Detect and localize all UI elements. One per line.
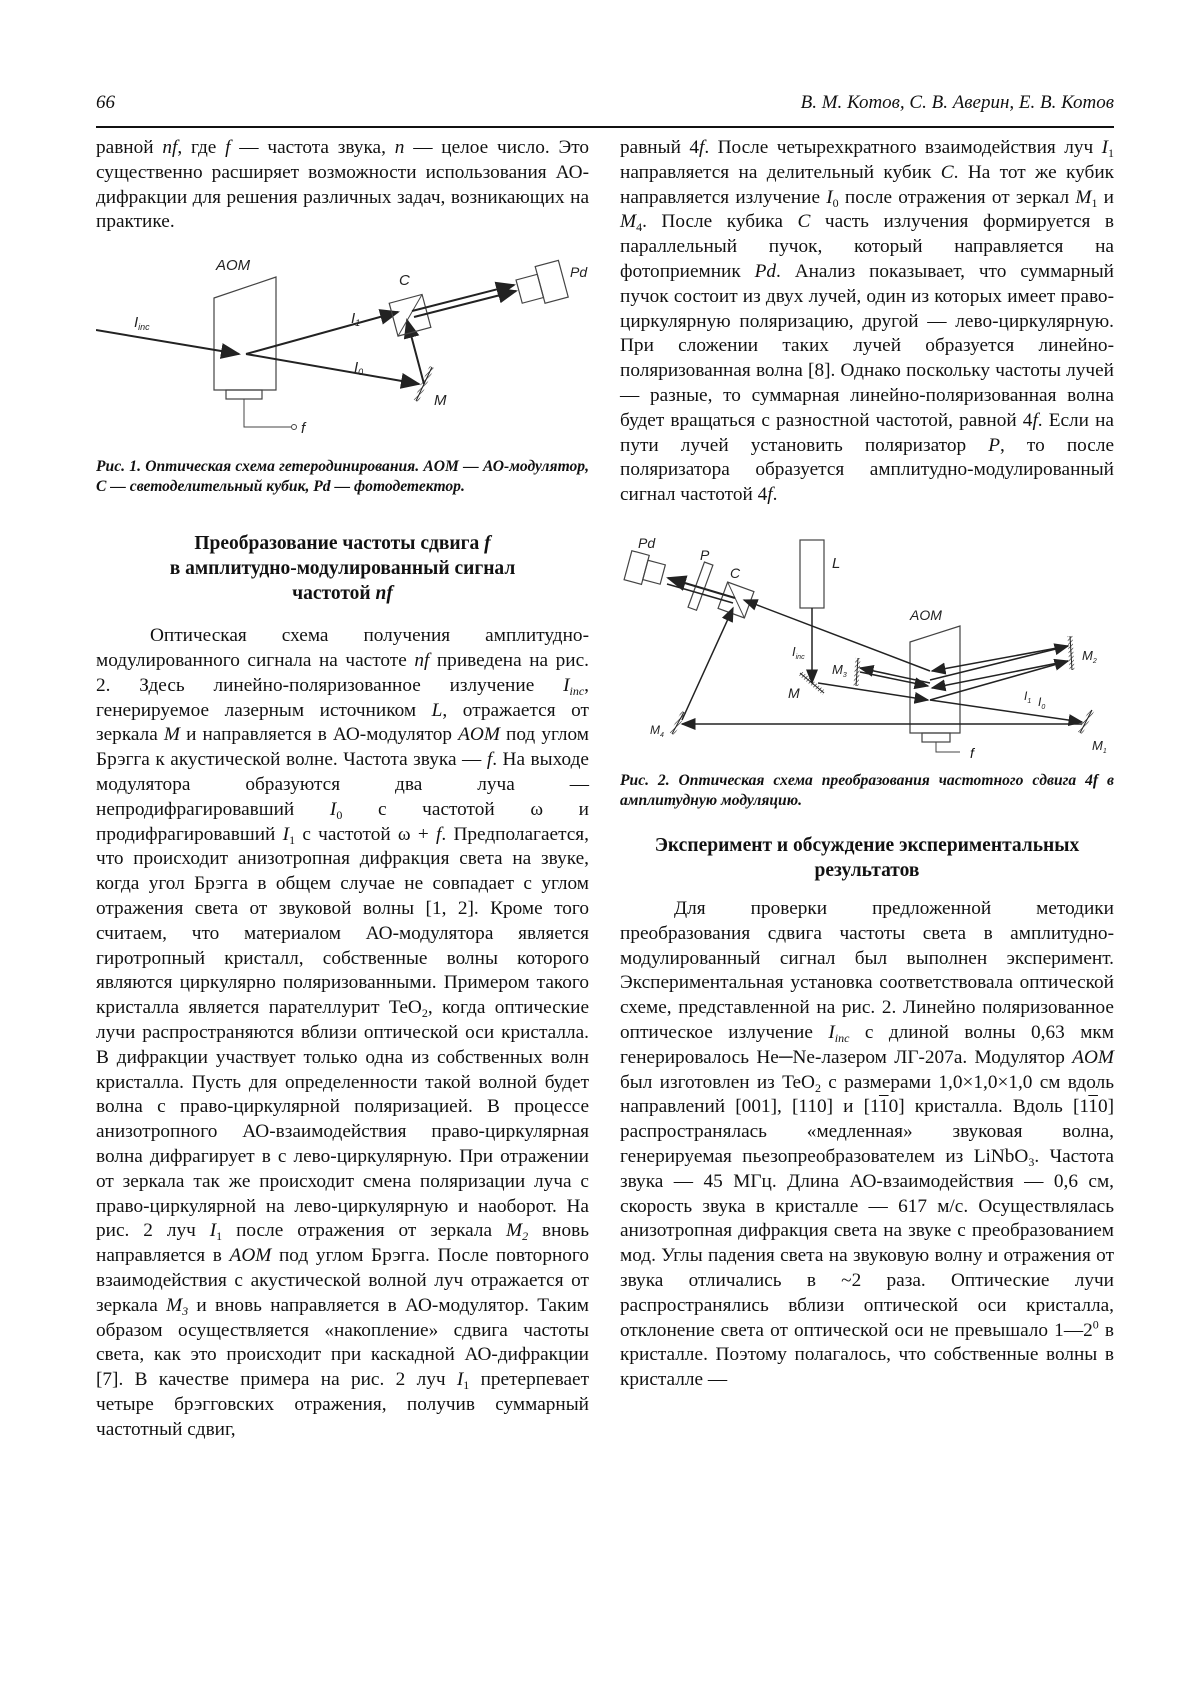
label-i1: $I_1$ [351,310,361,329]
figure-2-caption: Рис. 2. Оптическая схема преобразования частотного сдвига 4f в амплитудную модуляцию. [620,771,1114,809]
label-aom: AOM [216,257,251,275]
aom-crystal [214,277,276,390]
body-paragraph: Оптическая схема получения амплитудно-модулированного сигнала на частоте nf приведена на рис. 2. Здесь линейно-поляризованное излучение $I_{inc}$, генерируемое лазерным источником L, отражается от зеркала M и направляется в АО-модулятор AOM под углом Брэгга к акустической волне. Частота звука — f. На выходе модулятора образуются два луча — непродифрагировавший $I_0$ с частотой ω и продифрагировавший $I_1$ с частотой ω + f. Предполагается, что происходит анизотропная дифракция света на звуке, когда угол Брэгга в общем случае не совпадает с углом отражения света от звуковой волны [1, 2]. Кроме того считаем, что материалом АО-модулятора является гиротропный кристалл, собственные волны которого являются циркулярно поляризованными. Примером такого кристалла является парателлурит TeO$_2$, когда оптические лучи распространяются вблизи оптической оси кристалла. В дифракции участвует только одна из собственных волн кристалла. Пусть для определенности такой волной будет волна с право-циркулярной поляризацией. В процессе анизотропного АО-взаимодействия право-циркулярная волна дифрагирует в с лево-циркулярную. При отражении от зеркала так же происходит смена поляризации луча с право-циркулярной на лево-циркулярную и наоборот. На рис. 2 луч $I_1$ после отражения от зеркала $M_2$ вновь направляется в AOM под углом Брэгга. После повторного взаимодействия с акустической волной луч отражается от зеркала $M_3$ и вновь направляется в АО-модулятор. Таким образом осуществляется «накопление» сдвига частоты света, как это происходит при каскадной АО-дифракции [7]. В качестве примера на рис. 2 луч $I_1$ претерпевает четыре брэгговских отражения, получив суммарный частотный сдвиг, [96,625,590,1440]
label-pd: Pd [638,534,656,551]
label-m1: $M_1$ [1092,737,1107,753]
laser [800,540,824,608]
paragraph-experiment: Для проверки предложенной методики преобразования сдвига частоты света в амплитудно-модулированный сигнал был выполнен эксперимент. Экспериментальная установка соответствовала оптической схеме, представленной на рис. 2. Линейно поляризованное оптическое излучение $I_{inc}$ с длиной волны 0,63 мкм генерировалось He─Ne-лазером ЛГ-207а. Модулятор AOM был изготовлен из TeO$_2$ с размерами 1,0×1,0×1,0 см вдоль направлений [001], [110] и [110] кристалла. Вдоль [110] распространялась «медленная» звуковая волна, генерируемая пьезопреобразователем из LiNbO$_3$. Частота звука — 45 МГц. Длина АО-взаимодействия — 0,6 см, скорость звука в кристалле — 617 м/с. Осуществлялась анизотропная дифракция света на звуке с преобразованием мод. Углы падения света на звуковую волну и отражения от звука отличались в ~2 раза. Оптические лучи распространялись вблизи оптической оси кристалла, отклонение света от оптической оси не превышало $1—2^0$ в кристалле. Поэтому полагалось, что собственные волны в кристалле — [620,897,1114,1391]
intro-paragraph: равной nf, где f — частота звука, n — целое число. Это существенно расширяет возможности использования АО-дифракции для решения различных задач, возникающих на практике. [96,137,590,233]
photodetector [514,261,568,310]
label-i0: $I_0$ [354,359,364,378]
paragraph-4f-interaction: равный 4f. После четырехкратного взаимодействия луч $I_1$ направляется на делительный кубик C. На тот же кубик направляется излучение $I_0$ после отражения от зеркал $M_1$ и $M_4$. После кубика C часть излучения формируется в параллельный пучок, который направляется на фотоприемник Pd. Анализ показывает, что суммарный пучок состоит из двух лучей, один из которых имеет право-циркулярную поляризацию, другой — лево-циркулярную. При сложении таких лучей образуется линейно-поляризованная волна [8]. Однако поскольку частоты лучей — разные, то суммарная линейно-поляризованная волна будет вращаться с разностной частотой, равной 4f. Если на пути лучей установить поляризатор P, то после поляризатора образуется амплитудно-модулированный сигнал частотой 4f. [620,137,1115,506]
label-i-inc: $I_{inc}$ [792,643,805,661]
label-p: P [700,546,710,563]
label-aom: AOM [910,606,942,623]
figure-1-heterodyne-scheme [96,255,589,445]
left-column [96,136,589,1442]
label-m: M [434,392,447,410]
photodetector [624,551,667,589]
label-pd: Pd [570,264,588,281]
label-i0: $I_0$ [1038,694,1046,711]
polarizer [688,562,713,610]
figure-2-conversion-scheme [620,528,1114,753]
right-column [620,136,1114,1393]
running-authors: В. М. Котов, С. В. Аверин, Е. В. Котов [800,92,1114,113]
page-header [96,90,1114,128]
label-m4: $M_4$ [650,722,664,739]
label-c: C [399,272,410,290]
label-m3: $M_3$ [832,661,847,679]
label-m: M [788,684,800,701]
figure-1-caption: Рис. 1. Оптическая схема гетеродинирования. AOM — АО-модулятор, C — светоделительный кубик, Pd — фотодетектор. [96,458,589,496]
label-l: L [832,554,841,572]
label-i1: $I_1$ [1024,688,1032,705]
label-m2: $M_2$ [1082,647,1097,665]
label-f: f [970,744,974,761]
label-i-inc: $I_{inc}$ [134,314,150,333]
section-heading-conversion: Преобразование частоты сдвига f в амплитудно-модулированный сигнал частотой nf [169,533,516,605]
page-number: 66 [96,92,115,113]
transducer [922,733,950,742]
label-f: f [301,420,306,438]
label-c: C [730,564,741,581]
transducer [226,390,262,399]
section-heading-experiment: Эксперимент и обсуждение экспериментальных результатов [654,834,1080,881]
